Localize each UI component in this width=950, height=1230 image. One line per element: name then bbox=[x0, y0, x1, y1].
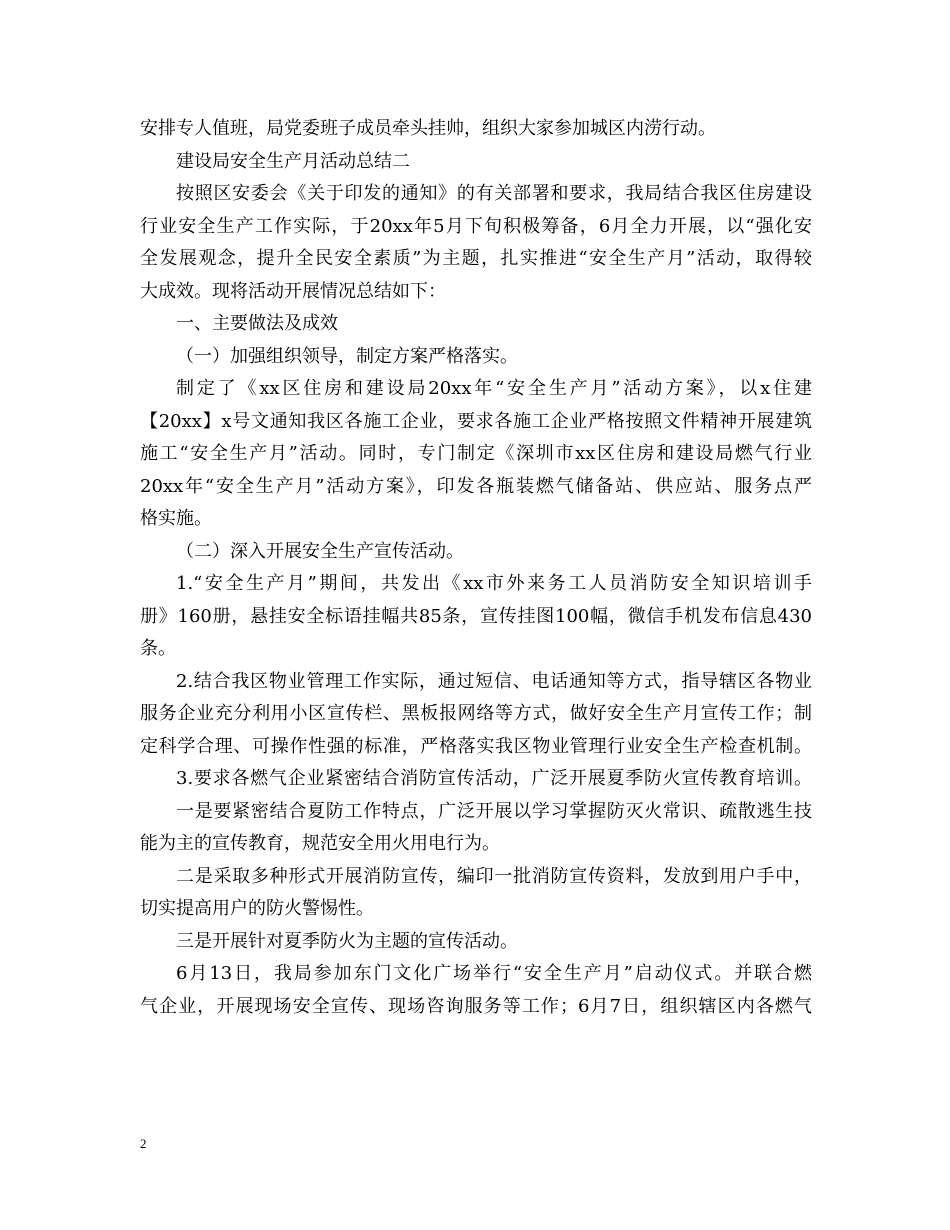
text-line: 全发展观念，提升全民安全素质”为主题，扎实推进“安全生产月”活动，取得较 bbox=[140, 248, 812, 269]
text-line: 气企业，开展现场安全宣传、现场咨询服务等工作；6月7日，组织辖区内各燃气 bbox=[140, 995, 812, 1017]
text-line: 安排专人值班，局党委班子成员牵头挂帅，组织大家参加城区内涝行动。 bbox=[140, 118, 716, 139]
text-line: 2.结合我区物业管理工作实际，通过短信、电话通知等方式，指导辖区各物业 bbox=[176, 670, 812, 692]
text-line: 制定了《xx区住房和建设局20xx年“安全生产月”活动方案》，以x住建 bbox=[176, 378, 812, 399]
text-line: 施工“安全生产月”活动。同时，专门制定《深圳市xx区住房和建设局燃气行业 bbox=[140, 443, 812, 464]
text-line: 行业安全生产工作实际，于20xx年5月下旬积极筹备，6月全力开展，以“强化安 bbox=[140, 215, 812, 237]
text-line: 条。 bbox=[140, 638, 176, 659]
text-line: 1.“安全生产月”期间，共发出《xx市外来务工人员消防安全知识培训手 bbox=[176, 573, 812, 594]
text-line: 6月13日，我局参加东门文化广场举行“安全生产月”启动仪式。并联合燃 bbox=[176, 963, 812, 984]
text-line: 按照区安委会《关于印发的通知》的有关部署和要求，我局结合我区住房建设 bbox=[176, 183, 812, 204]
text-line: 一是要紧密结合夏防工作特点，广泛开展以学习掌握防灭火常识、疏散逃生技 bbox=[176, 800, 812, 822]
text-line: 【20xx】x号文通知我区各施工企业，要求各施工企业严格按照文件精神开展建筑 bbox=[140, 410, 812, 432]
text-line: 二是采取多种形式开展消防宣传，编印一批消防宣传资料，发放到用户手中， bbox=[176, 865, 812, 887]
text-line: （二）深入开展安全生产宣传活动。 bbox=[176, 540, 464, 562]
text-line: 大成效。现将活动开展情况总结如下： bbox=[140, 280, 446, 302]
text-line: 3.要求各燃气企业紧密结合消防宣传活动，广泛开展夏季防火宣传教育培训。 bbox=[176, 768, 812, 789]
text-line: 切实提高用户的防火警惕性。 bbox=[140, 898, 374, 919]
text-line: 20xx年“安全生产月”活动方案》，印发各瓶装燃气储备站、供应站、服务点严 bbox=[140, 475, 812, 497]
text-line: 格实施。 bbox=[140, 508, 212, 529]
text-line: 建设局安全生产月活动总结二 bbox=[176, 150, 410, 172]
text-line: 册》160册，悬挂安全标语挂幅共85条，宣传挂图100幅，微信手机发布信息430 bbox=[140, 605, 812, 627]
text-line: 能为主的宣传教育，规范安全用火用电行为。 bbox=[140, 833, 500, 854]
document-body bbox=[140, 113, 812, 1023]
text-line: 一、主要做法及成效 bbox=[176, 313, 338, 334]
text-line: （一）加强组织领导，制定方案严格落实。 bbox=[176, 345, 518, 367]
page-number: 2 bbox=[140, 1136, 147, 1151]
text-line: 定科学合理、可操作性强的标准，严格落实我区物业管理行业安全生产检查机制。 bbox=[140, 735, 812, 757]
text-line: 服务企业充分利用小区宣传栏、黑板报网络等方式，做好安全生产月宣传工作；制 bbox=[140, 703, 812, 724]
text-line: 三是开展针对夏季防火为主题的宣传活动。 bbox=[176, 930, 518, 952]
